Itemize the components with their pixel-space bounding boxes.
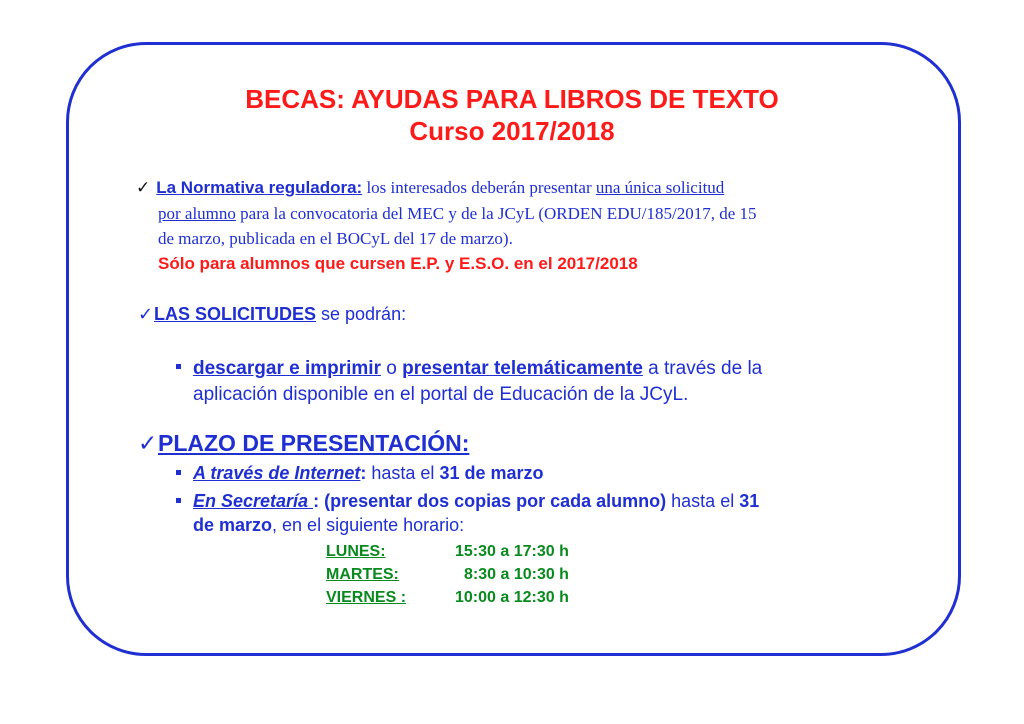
normativa-link-a: una única solicitud xyxy=(595,178,725,197)
descargar-link: descargar e imprimir xyxy=(193,358,381,379)
schedule-hours: 8:30 a 10:30 h xyxy=(464,566,569,583)
page-title: BECAS: AYUDAS PARA LIBROS DE TEXTO xyxy=(245,84,779,114)
solicitudes-line xyxy=(138,304,406,325)
normativa-text-b: para la convocatoria del MEC y de la JCyL (ORDEN EDU/185/2017, de 15 xyxy=(235,204,757,223)
normativa-text-a: los interesados deberán presentar xyxy=(362,178,596,197)
solicitudes-heading: LAS SOLICITUDES xyxy=(154,304,317,324)
telematica-link: presentar telemáticamente xyxy=(402,358,643,379)
square-bullet-icon xyxy=(176,364,181,369)
internet-label: A través de Internet xyxy=(193,463,361,483)
normativa-heading: La Normativa reguladora: xyxy=(156,178,363,197)
solicitudes-item-line-1 xyxy=(176,358,762,380)
schedule-day: VIERNES : xyxy=(326,589,407,606)
secretaria-text2: , en el siguiente horario: xyxy=(272,515,465,535)
solicitudes-item-text2: aplicación disponible en el portal de Educación de la JCyL. xyxy=(193,384,689,405)
internet-text: hasta el xyxy=(366,463,440,483)
check-icon: ✓ xyxy=(138,304,154,324)
plazo-heading-line xyxy=(138,430,469,457)
normativa-note: Sólo para alumnos que cursen E.P. y E.S.O. en el 2017/2018 xyxy=(158,254,638,273)
solicitudes-text: se podrán: xyxy=(316,304,407,324)
secretaria-text-bold: : (presentar dos copias por cada alumno) xyxy=(313,491,667,511)
schedule-hours: 10:00 a 12:30 h xyxy=(455,589,569,606)
check-icon: ✓ xyxy=(138,430,158,456)
normativa-line-2 xyxy=(158,204,757,224)
plazo-secretaria-line-2 xyxy=(193,515,464,536)
normativa-line-1 xyxy=(136,178,724,198)
plazo-heading: PLAZO DE PRESENTACIÓN: xyxy=(158,430,470,456)
normativa-link-b: por alumno xyxy=(158,204,236,223)
secretaria-date-b: de marzo xyxy=(193,515,273,535)
page-subtitle: Curso 2017/2018 xyxy=(409,116,615,146)
plazo-internet-line xyxy=(176,463,543,484)
square-bullet-icon xyxy=(176,498,181,503)
plazo-secretaria-line xyxy=(176,491,759,512)
check-icon: ✓ xyxy=(136,178,151,197)
secretaria-text: hasta el xyxy=(666,491,740,511)
solicitudes-or: o xyxy=(380,358,403,379)
normativa-text-c: de marzo, publicada en el BOCyL del 17 de marzo). xyxy=(158,229,513,248)
secretaria-date-a: 31 xyxy=(739,491,760,511)
secretaria-label: En Secretaría xyxy=(193,491,314,511)
internet-date: 31 de marzo xyxy=(439,463,544,483)
schedule-hours: 15:30 a 17:30 h xyxy=(455,543,569,560)
schedule-day: LUNES: xyxy=(326,543,386,560)
square-bullet-icon xyxy=(176,470,181,475)
schedule-day: MARTES: xyxy=(326,566,399,583)
solicitudes-item-text1: a través de la xyxy=(642,358,763,379)
internet-colon: : xyxy=(360,463,367,483)
